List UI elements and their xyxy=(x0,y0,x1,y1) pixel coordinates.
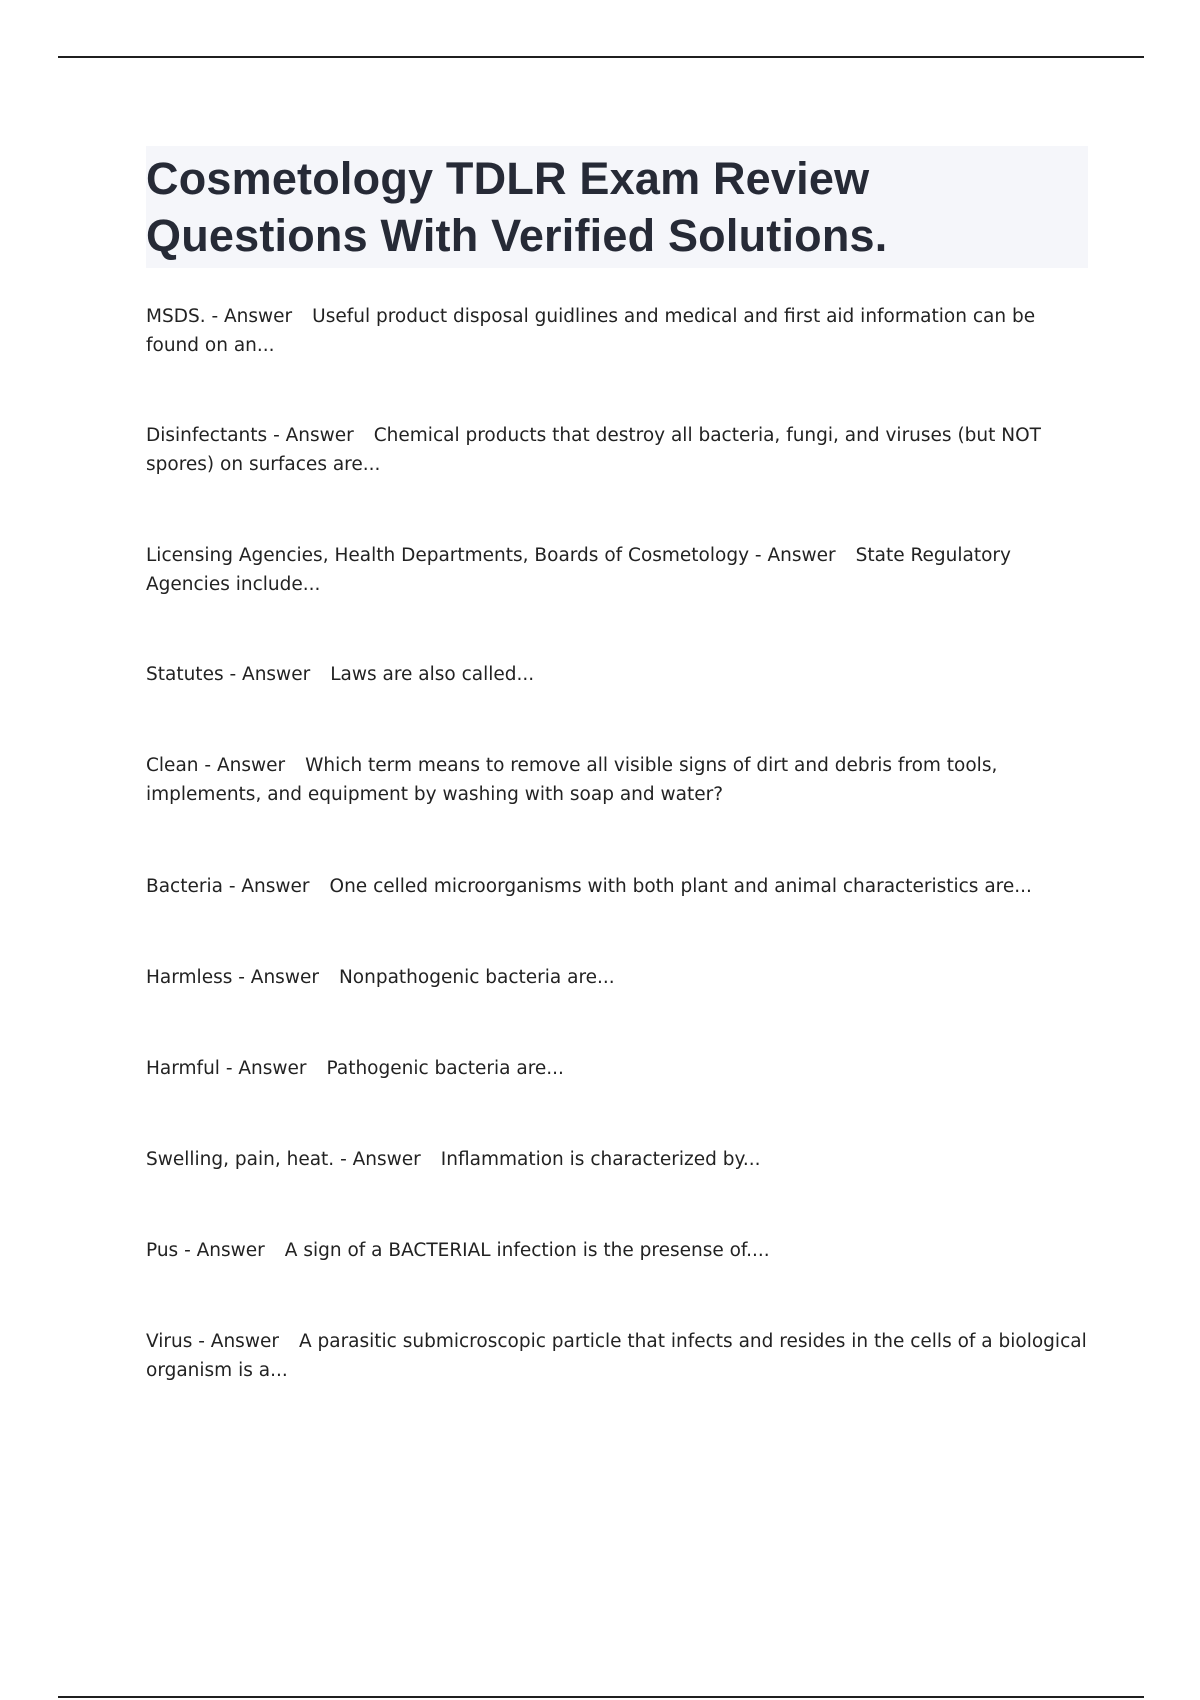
answer-separator: - Answer xyxy=(754,545,836,566)
question-text: Which term means to remove all visible signs of dirt and debris from tools, implements, and equipment by washing with soap and water? xyxy=(146,755,998,805)
question-text: Pathogenic bacteria are... xyxy=(326,1058,564,1079)
qa-entry xyxy=(146,421,1090,479)
qa-entry xyxy=(146,660,1090,689)
qa-entry xyxy=(146,302,1090,360)
qa-entry xyxy=(146,872,1090,901)
answer-term: Statutes xyxy=(146,664,224,685)
answer-term: Virus xyxy=(146,1331,193,1352)
answer-separator: - Answer xyxy=(184,1240,265,1261)
answer-term: MSDS. xyxy=(146,306,206,327)
question-text: Nonpathogenic bacteria are... xyxy=(338,967,615,988)
bottom-rule xyxy=(58,1696,1144,1698)
title-banner xyxy=(146,146,1088,268)
qa-entry xyxy=(146,963,1090,992)
qa-entry xyxy=(146,751,1090,809)
top-rule xyxy=(58,56,1144,58)
answer-separator: - Answer xyxy=(211,306,293,327)
question-text: Inflammation is characterized by... xyxy=(440,1149,761,1170)
qa-entry xyxy=(146,1054,1090,1083)
answer-separator: - Answer xyxy=(229,664,311,685)
answer-term: Swelling, pain, heat. xyxy=(146,1149,335,1170)
qa-entry xyxy=(146,1145,1090,1174)
answer-separator: - Answer xyxy=(340,1149,421,1170)
answer-separator: - Answer xyxy=(228,876,310,897)
page-title: Cosmetology TDLR Exam Review Questions With Verified Solutions. xyxy=(146,153,888,261)
question-text: Useful product disposal guidlines and medical and first aid information can be found on an... xyxy=(146,306,1036,356)
answer-separator: - Answer xyxy=(238,967,319,988)
answer-separator: - Answer xyxy=(198,1331,279,1352)
answer-term: Bacteria xyxy=(146,876,223,897)
question-text: A parasitic submicroscopic particle that infects and resides in the cells of a biological organism is a... xyxy=(146,1331,1087,1381)
answer-separator: - Answer xyxy=(204,755,286,776)
question-text: Laws are also called... xyxy=(330,664,535,685)
question-text: State Regulatory Agencies include... xyxy=(146,545,1011,595)
answer-term: Licensing Agencies, Health Departments, Boards of Cosmetology xyxy=(146,545,750,566)
question-text: Chemical products that destroy all bacteria, fungi, and viruses (but NOT spores) on surfaces are... xyxy=(146,425,1041,475)
qa-entry xyxy=(146,1327,1090,1385)
answer-term: Harmless xyxy=(146,967,233,988)
question-text: A sign of a BACTERIAL infection is the presense of.... xyxy=(284,1240,770,1261)
qa-entry xyxy=(146,1236,1090,1265)
qa-entry xyxy=(146,541,1090,599)
answer-term: Clean xyxy=(146,755,199,776)
answer-term: Disinfectants xyxy=(146,425,268,446)
answer-term: Harmful xyxy=(146,1058,220,1079)
answer-separator: - Answer xyxy=(225,1058,307,1079)
answer-term: Pus xyxy=(146,1240,179,1261)
answer-separator: - Answer xyxy=(273,425,354,446)
question-text: One celled microorganisms with both plant and animal characteristics are... xyxy=(329,876,1032,897)
